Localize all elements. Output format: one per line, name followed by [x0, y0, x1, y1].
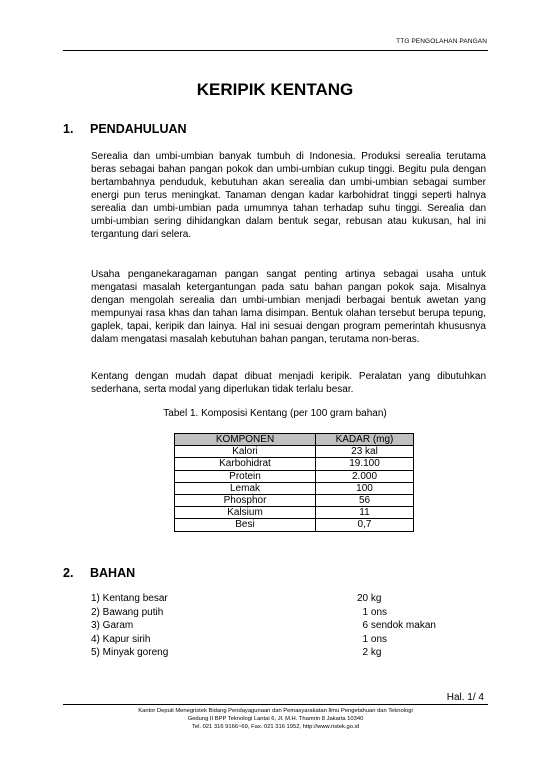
ingredient-name: 3) Garam: [91, 620, 134, 631]
ingredient-quantity: 1 ons: [357, 633, 388, 645]
table-row: [175, 458, 414, 470]
footer-rule: [63, 704, 488, 705]
cell-kadar: 56: [316, 494, 414, 506]
paragraph-2: Usaha penganekaragaman pangan sangat penting artinya sebagai usaha untuk mengatasi masalah ketergantungan pada satu bahan pangan pokok saja. Misalnya dengan mengolah serealia dan umbi-umbian menjadi berbagai bentuk awetan yang mempunyai rasa khas dan tahan lama disimpan. Bentuk olahan tersebut berupa tepung, gaplek, tapai, keripik dan lainya. Hal ini sesuai dengan program pemerintah khususnya dalam mengatasi masalah kebutuhan bahan pangan, terutama non-beras.: [91, 269, 486, 345]
list-item: [91, 633, 481, 647]
section-title: BAHAN: [90, 566, 136, 580]
document-title: KERIPIK KENTANG: [196, 80, 354, 99]
section-title: PENDAHULUAN: [90, 122, 187, 136]
ingredient-name: 5) Minyak goreng: [91, 647, 169, 658]
ingredient-quantity: 6 sendok makan: [357, 620, 436, 631]
section-number: 2.: [63, 566, 74, 580]
paragraph-3: Kentang dengan mudah dapat dibuat menjadi keripik. Peralatan yang dibutuhkan sederhana, serta modal yang diperlukan tidak terlalu besar.: [91, 371, 486, 395]
cell-komponen: Karbohidrat: [175, 458, 316, 470]
cell-kadar: 0,7: [316, 519, 414, 531]
footer-line-address: Gedung II BPP Teknologi Lantai 6, Jl. M.H. Thamrin 8 Jakarta 10340: [187, 716, 364, 722]
cell-komponen: Besi: [175, 519, 316, 531]
ingredient-quantity: 1 ons: [357, 606, 388, 618]
header-tag: TTG PENGOLAHAN PANGAN: [396, 38, 487, 45]
paragraph-1: Serealia dan umbi-umbian banyak tumbuh di Indonesia. Produksi serealia terutama beras sebagai bahan pangan pokok dan umbi-umbian cukup tinggi. Begitu pula dengan bertambahnya penduduk, kebutuhan akan serealia dan umbi-umbian sebagai sumber energi pun terus meningkat. Tanaman dengan kadar karbohidrat tinggi seperti halnya serealia dan umbi-umbian pada umumnya tahan terhadap suhu tinggi. Serealia dan umbi-umbian sering dihidangkan dalam bentuk segar, rebusan atau kukusan, hal ini tergantung dari selera.: [91, 151, 486, 240]
table-row: [175, 507, 414, 519]
composition-table: [174, 433, 414, 532]
table-caption: Tabel 1. Komposisi Kentang (per 100 gram bahan): [163, 408, 387, 419]
cell-kadar: 11: [316, 507, 414, 519]
header-rule: [63, 50, 488, 51]
footer-line-contact: Tel. 021 316 9166~69, Fax. 021 316 1952, http://www.ristek.go.id: [191, 724, 360, 730]
ingredient-list: [91, 592, 481, 660]
cell-komponen: Lemak: [175, 482, 316, 494]
table-row: [175, 470, 414, 482]
page-number: Hal. 1/ 4: [446, 692, 484, 703]
cell-komponen: Phosphor: [175, 494, 316, 506]
ingredient-name: 4) Kapur sirih: [91, 633, 151, 645]
section-heading-bahan: [63, 566, 135, 580]
list-item: [91, 619, 481, 633]
table-row: [175, 494, 414, 506]
list-item: [91, 592, 481, 606]
table-header-row: [175, 434, 414, 446]
ingredient-quantity: 20 kg: [357, 593, 382, 604]
cell-kadar: 2.000: [316, 470, 414, 482]
cell-komponen: Protein: [175, 470, 316, 482]
table-row: [175, 519, 414, 531]
cell-komponen: Kalori: [175, 446, 316, 458]
list-item: [91, 606, 481, 620]
table-row: [175, 446, 414, 458]
table-row: [175, 482, 414, 494]
column-header-kadar: KADAR (mg): [316, 434, 414, 446]
ingredient-name: 1) Kentang besar: [91, 593, 168, 604]
ingredient-name: 2) Bawang putih: [91, 606, 164, 618]
cell-kadar: 23 kal: [316, 446, 414, 458]
section-heading-pendahuluan: [63, 122, 187, 136]
column-header-komponen: KOMPONEN: [175, 434, 316, 446]
list-item: [91, 646, 481, 660]
footer-line-office: Kantor Deputi Menegristek Bidang Pendayagunaan dan Pemasyarakatan Ilmu Pengetahuan dan Teknologi: [138, 708, 413, 714]
cell-kadar: 100: [316, 482, 414, 494]
footer: [63, 707, 488, 731]
cell-komponen: Kalsium: [175, 507, 316, 519]
ingredient-quantity: 2 kg: [357, 647, 382, 658]
section-number: 1.: [63, 122, 74, 136]
cell-kadar: 19.100: [316, 458, 414, 470]
